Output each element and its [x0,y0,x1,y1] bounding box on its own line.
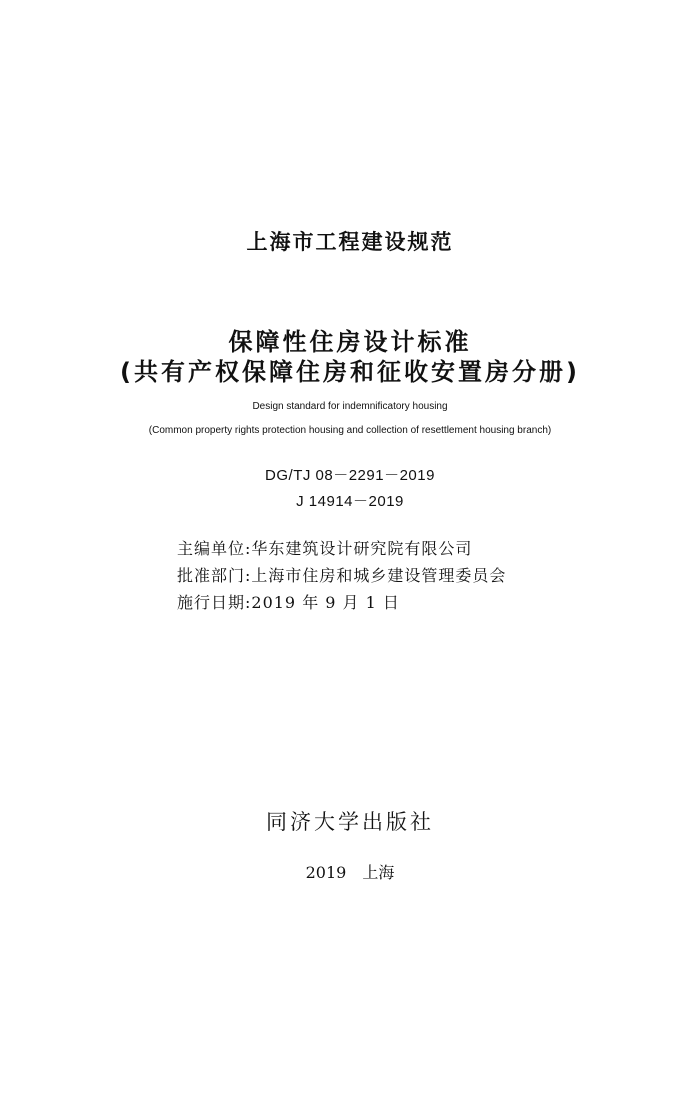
standard-subtitle: (共有产权保障住房和征收安置房分册) [120,358,580,386]
record-code: J 14914－2019 [296,493,404,510]
approval-department: 批准部门:上海市住房和城乡建设管理委员会 [177,566,507,585]
english-subtitle: (Common property rights protection housing and collection of resettlement housing branch) [148,425,552,436]
effective-date: 施行日期:2019 年 9 月 1 日 [177,593,400,612]
series-title: 上海市工程建设规范 [246,230,454,254]
publisher: 同济大学出版社 [266,810,434,834]
editor-unit: 主编单位:华东建筑设计研究院有限公司 [177,539,473,558]
standard-code: DG/TJ 08－2291－2019 [265,467,435,484]
standard-title: 保障性住房设计标准 [228,328,472,356]
english-title: Design standard for indemnificatory housing [252,401,448,412]
publication-place-year: 2019 上海 [305,863,395,882]
